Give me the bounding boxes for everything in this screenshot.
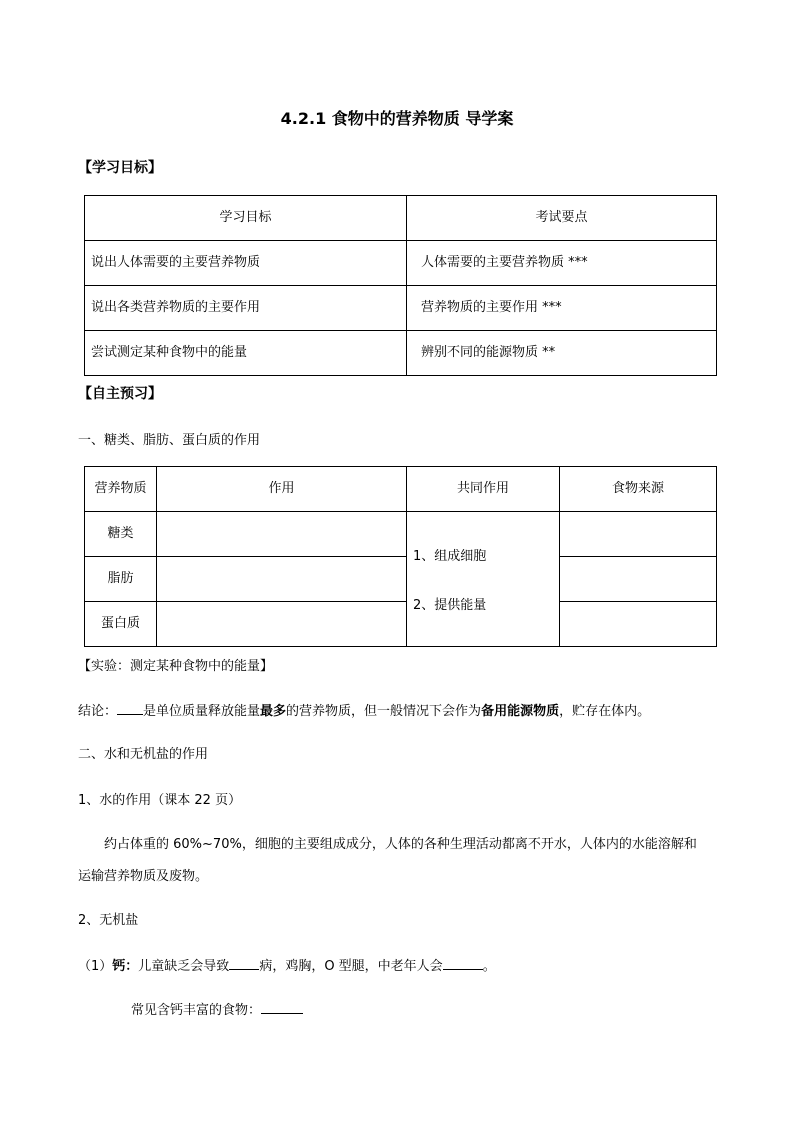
- conclusion-emphasis-reserve: 备用能源物质: [481, 704, 560, 719]
- point-cell: 人体需要的主要营养物质 ***: [407, 241, 717, 286]
- common-item: 1、组成细胞: [413, 549, 487, 564]
- header-common: 共同作用: [407, 467, 560, 512]
- nutrients-header-row: [85, 467, 717, 512]
- header-function: 作用: [157, 467, 407, 512]
- goals-header-row: [85, 196, 717, 241]
- function-cell: [157, 512, 407, 557]
- conclusion-text-a: 是单位质量释放能量: [143, 704, 261, 719]
- goal-cell: 说出各类营养物质的主要作用: [85, 286, 407, 331]
- goals-header-point: 考试要点: [407, 196, 717, 241]
- nutrient-sugar: 糖类: [85, 512, 157, 557]
- calcium-text-a: 儿童缺乏会导致: [138, 959, 230, 974]
- table-row: [85, 602, 717, 647]
- fill-blank[interactable]: [443, 957, 483, 970]
- calcium-label: 钙：: [112, 959, 139, 974]
- nutrients-table: [84, 466, 717, 647]
- experiment-heading: 【实验：测定某种食物中的能量】: [78, 659, 274, 674]
- conclusion-emphasis-most: 最多: [260, 704, 287, 719]
- header-nutrient: 营养物质: [85, 467, 157, 512]
- source-cell: [560, 512, 717, 557]
- water-title: 1、水的作用（课本 22 页）: [78, 793, 242, 808]
- preview-heading: 【自主预习】: [78, 386, 162, 402]
- water-text-line1: 约占体重的 60%~70%，细胞的主要组成成分，人体的各种生理活动都离不开水，人体内的水能溶解和: [104, 837, 697, 852]
- calcium-text-b: 病，鸡胸，O 型腿，中老年人会: [259, 959, 443, 974]
- conclusion-label: 结论：: [78, 704, 118, 719]
- goals-table: [84, 195, 717, 376]
- table-row: [85, 512, 717, 557]
- calcium-food-label: 常见含钙丰富的食物：: [131, 1003, 262, 1018]
- point-cell: 营养物质的主要作用 ***: [407, 286, 717, 331]
- calcium-text-c: 。: [482, 959, 496, 974]
- table-row: [85, 241, 717, 286]
- part1-heading: 一、糖类、脂肪、蛋白质的作用: [78, 433, 261, 448]
- part2-heading: 二、水和无机盐的作用: [78, 747, 209, 762]
- common-function-cell: [407, 512, 560, 647]
- goals-header-goal: 学习目标: [85, 196, 407, 241]
- fill-blank[interactable]: [117, 702, 143, 715]
- function-cell: [157, 602, 407, 647]
- calcium-food-line: [131, 999, 303, 1018]
- goals-heading: 【学习目标】: [78, 160, 162, 176]
- calcium-line: [78, 955, 496, 974]
- water-text-line2: 运输营养物质及废物。: [78, 869, 209, 884]
- goal-cell: 尝试测定某种食物中的能量: [85, 331, 407, 376]
- point-cell: 辨别不同的能源物质 **: [407, 331, 717, 376]
- fill-blank[interactable]: [229, 957, 259, 970]
- goal-cell: 说出人体需要的主要营养物质: [85, 241, 407, 286]
- calcium-prefix: （1）: [78, 959, 113, 974]
- nutrient-fat: 脂肪: [85, 557, 157, 602]
- table-row: [85, 331, 717, 376]
- header-source: 食物来源: [560, 467, 717, 512]
- salt-title: 2、无机盐: [78, 913, 139, 928]
- nutrient-protein: 蛋白质: [85, 602, 157, 647]
- table-row: [85, 286, 717, 331]
- conclusion-line: [78, 700, 650, 719]
- fill-blank[interactable]: [261, 1001, 303, 1014]
- common-item: 2、提供能量: [413, 598, 487, 613]
- conclusion-text-e: ，贮存在体内。: [559, 704, 651, 719]
- conclusion-text-c: 的营养物质，但一般情况下会作为: [286, 704, 482, 719]
- function-cell: [157, 557, 407, 602]
- page-title: 4.2.1 食物中的营养物质 导学案: [280, 109, 514, 128]
- source-cell: [560, 602, 717, 647]
- table-row: [85, 557, 717, 602]
- source-cell: [560, 557, 717, 602]
